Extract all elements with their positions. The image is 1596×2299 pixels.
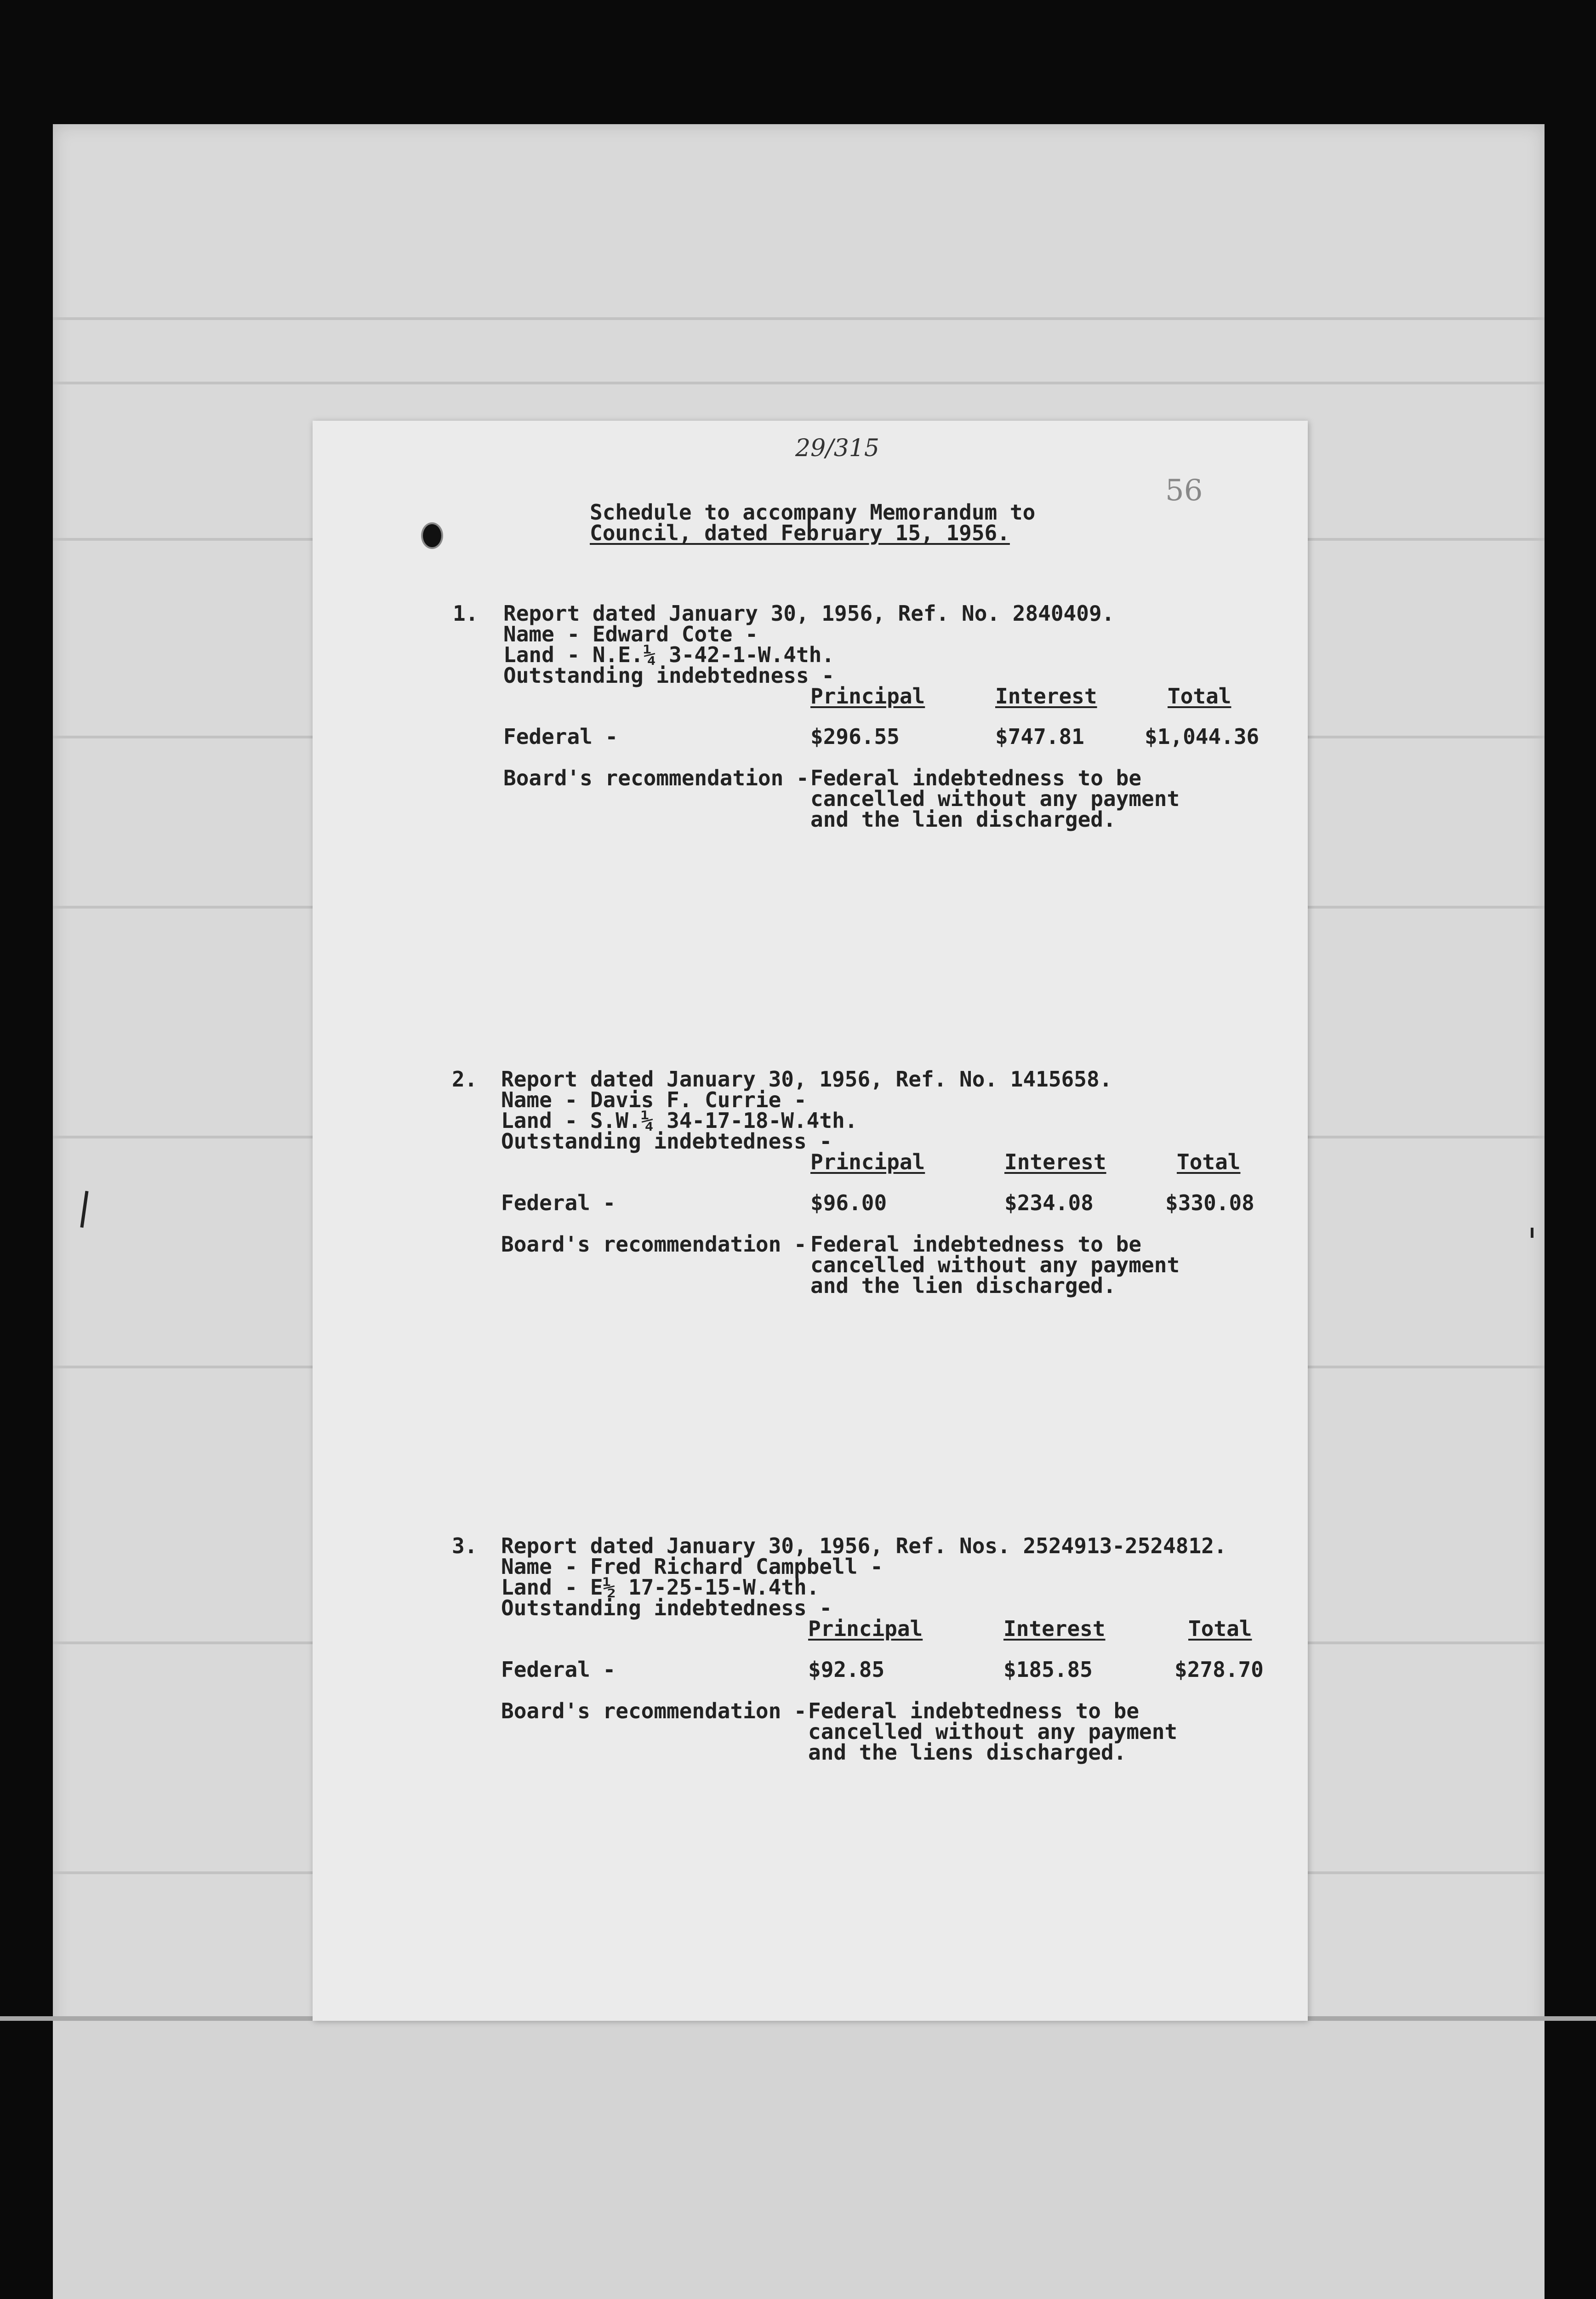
name-line: Name - Davis F. Currie - xyxy=(501,1087,807,1112)
recommendation-line-1: Federal indebtedness to be xyxy=(810,1232,1142,1257)
total-value: $1,044.36 xyxy=(1145,724,1260,749)
principal-value: $296.55 xyxy=(810,724,900,749)
land-line: Land - E½ 17-25-15-W.4th. xyxy=(501,1575,820,1600)
title-line-2: Council, dated February 15, 1956. xyxy=(590,520,1010,545)
interest-value: $747.81 xyxy=(995,724,1084,749)
item-number: 1. xyxy=(453,601,479,626)
recommendation-line-2: cancelled without any payment xyxy=(810,786,1180,811)
federal-label: Federal - xyxy=(501,1190,616,1215)
recommendation-line-2: cancelled without any payment xyxy=(810,1252,1180,1277)
total-header: Total xyxy=(1168,684,1231,709)
item-number: 3. xyxy=(452,1533,478,1558)
interest-header: Interest xyxy=(1004,1150,1106,1174)
outstanding-line: Outstanding indebtedness - xyxy=(503,663,835,688)
outstanding-line: Outstanding indebtedness - xyxy=(501,1596,832,1620)
report-line: Report dated January 30, 1956, Ref. Nos. 2524913-2524812. xyxy=(501,1533,1227,1558)
report-line: Report dated January 30, 1956, Ref. No. 1415658. xyxy=(501,1067,1112,1092)
principal-value: $92.85 xyxy=(808,1657,885,1682)
lower-backing-panel xyxy=(53,2021,1545,2299)
land-line: Land - S.W.¼ 34-17-18-W.4th. xyxy=(501,1108,858,1133)
recommendation-line-3: and the lien discharged. xyxy=(810,807,1116,832)
recommendation-line-3: and the lien discharged. xyxy=(810,1273,1116,1298)
name-line: Name - Edward Cote - xyxy=(503,622,758,646)
item-number: 2. xyxy=(452,1067,478,1092)
interest-value: $185.85 xyxy=(1003,1657,1093,1682)
punch-hole xyxy=(423,524,441,547)
handwritten-ref: 29/315 xyxy=(795,435,879,462)
principal-header: Principal xyxy=(810,1150,925,1174)
total-header: Total xyxy=(1188,1616,1252,1641)
recommendation-label: Board's recommendation - xyxy=(503,766,809,790)
interest-header: Interest xyxy=(995,684,1097,709)
recommendation-label: Board's recommendation - xyxy=(501,1699,807,1723)
federal-label: Federal - xyxy=(501,1657,616,1682)
recommendation-line-2: cancelled without any payment xyxy=(808,1719,1178,1744)
margin-mark xyxy=(1531,1228,1533,1238)
report-line: Report dated January 30, 1956, Ref. No. 2840409. xyxy=(503,601,1115,626)
total-header: Total xyxy=(1177,1150,1241,1174)
interest-value: $234.08 xyxy=(1004,1190,1094,1215)
principal-header: Principal xyxy=(810,684,925,709)
name-line: Name - Fred Richard Campbell - xyxy=(501,1554,883,1579)
total-value: $278.70 xyxy=(1174,1657,1264,1682)
recommendation-label: Board's recommendation - xyxy=(501,1232,807,1257)
principal-header: Principal xyxy=(808,1616,923,1641)
recommendation-line-3: and the liens discharged. xyxy=(808,1740,1127,1765)
principal-value: $96.00 xyxy=(810,1190,887,1215)
recommendation-line-1: Federal indebtedness to be xyxy=(808,1699,1140,1723)
interest-header: Interest xyxy=(1003,1616,1106,1641)
land-line: Land - N.E.¼ 3-42-1-W.4th. xyxy=(503,642,835,667)
federal-label: Federal - xyxy=(503,724,618,749)
outstanding-line: Outstanding indebtedness - xyxy=(501,1129,832,1154)
total-value: $330.08 xyxy=(1165,1190,1254,1215)
handwritten-page-number: 56 xyxy=(1165,474,1203,508)
title-line-1: Schedule to accompany Memorandum to xyxy=(590,500,1036,525)
recommendation-line-1: Federal indebtedness to be xyxy=(810,766,1142,790)
